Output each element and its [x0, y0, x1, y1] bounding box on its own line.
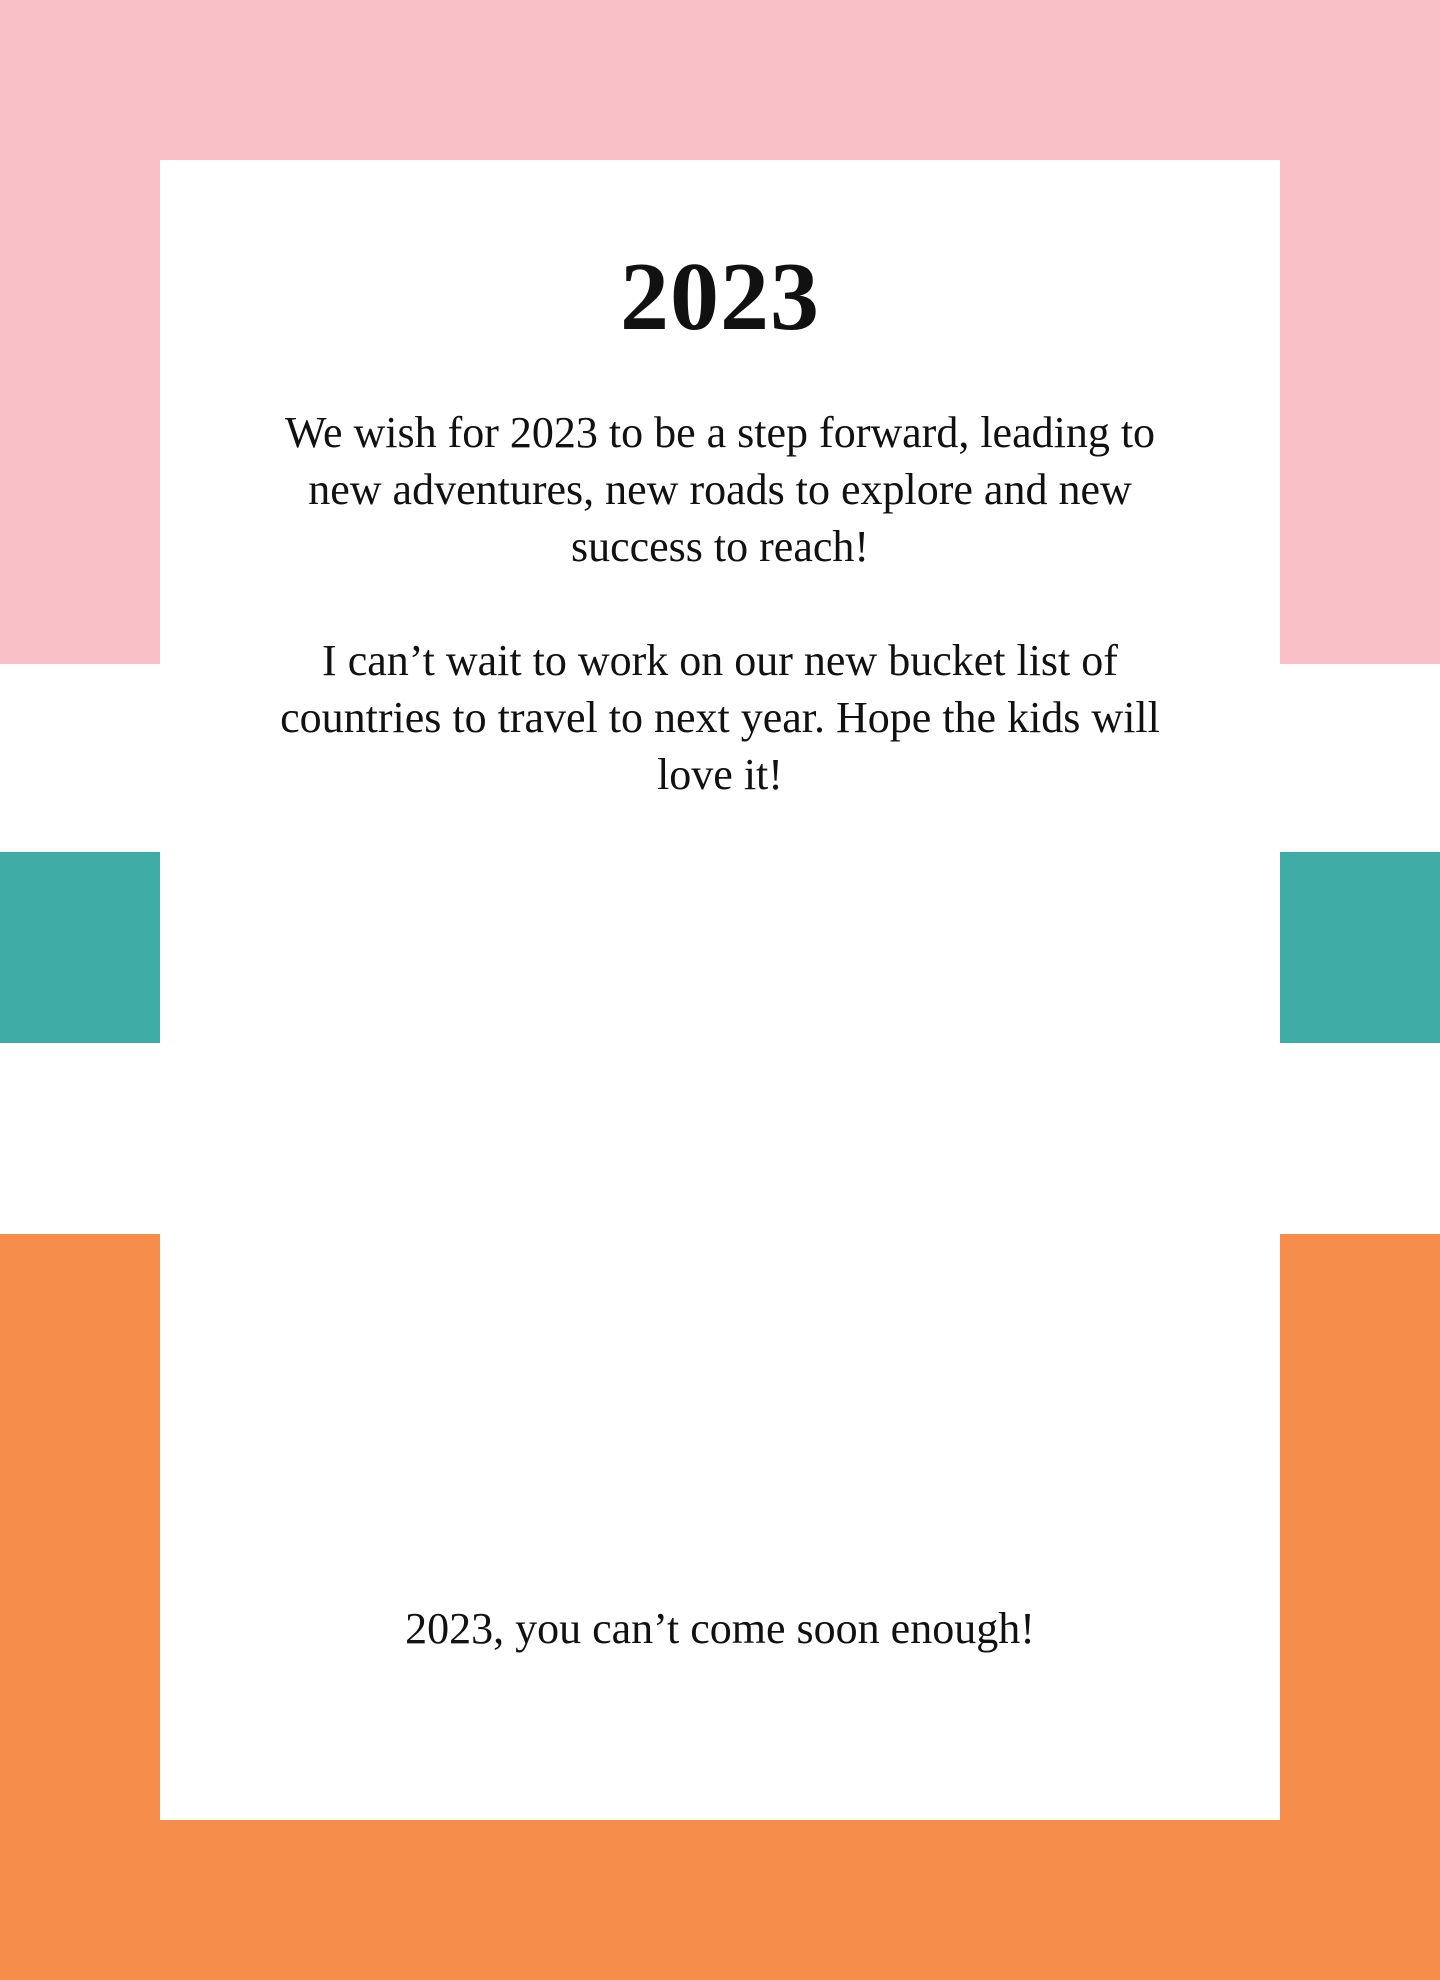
wish-paragraph: We wish for 2023 to be a step forward, leading to new adventures, new roads to explore and new success to reach!: [284, 408, 1156, 571]
greeting-card: [160, 160, 1280, 1820]
card-title: 2023: [620, 243, 820, 351]
bucket-list-paragraph: I can’t wait to work on our new bucket list of countries to travel to next year. Hope the kids will love it!: [280, 636, 1160, 799]
closing-line: 2023, you can’t come soon enough!: [405, 1604, 1035, 1653]
